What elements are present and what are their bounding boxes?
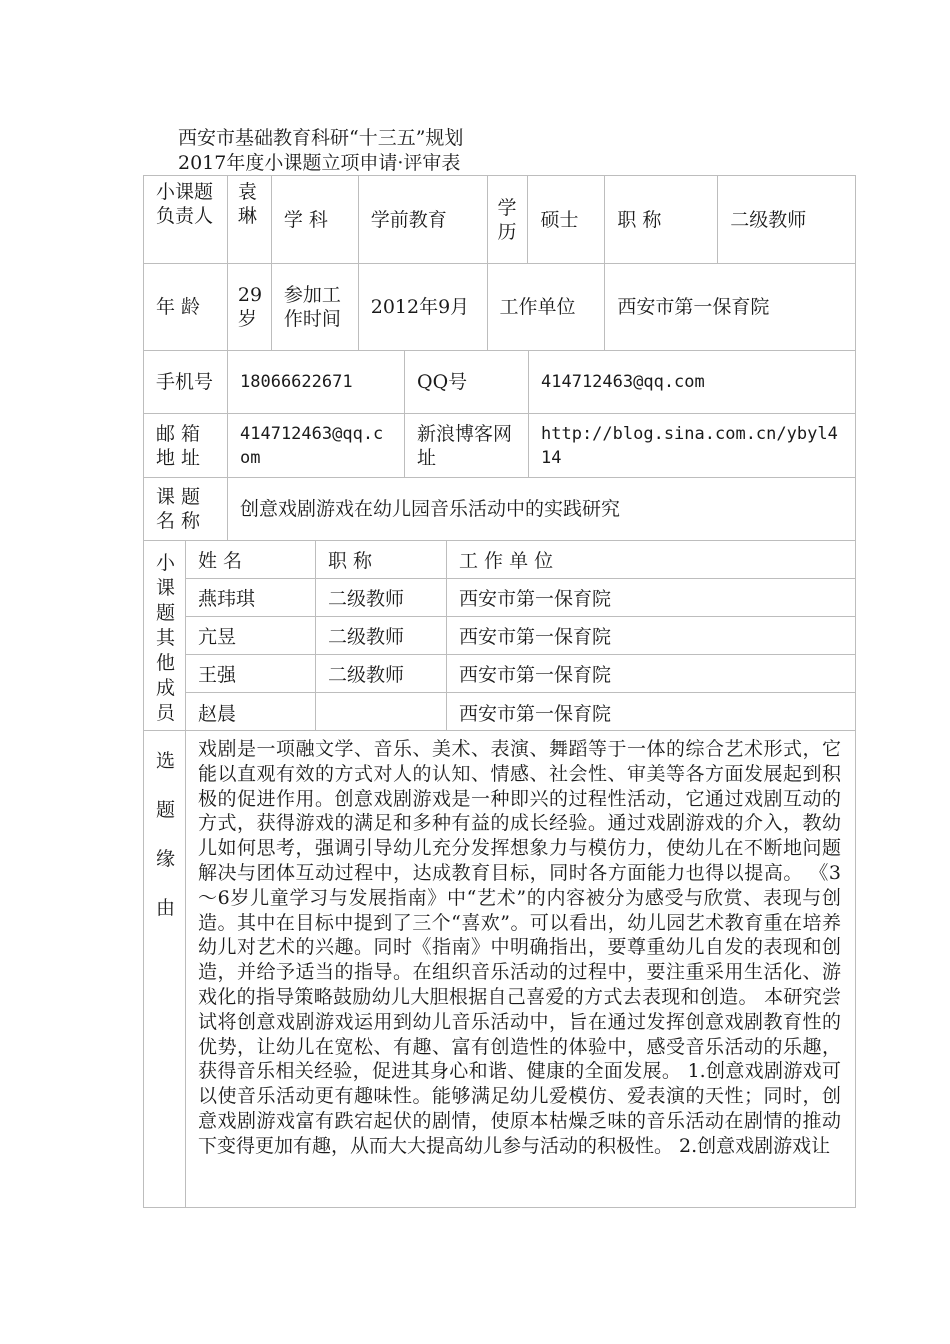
- title-value: 二级教师: [718, 176, 856, 263]
- member-name: 王强: [186, 655, 316, 692]
- topic-value: 创意戏剧游戏在幼儿园音乐活动中的实践研究: [228, 478, 856, 540]
- leader-value: 袁琳: [228, 176, 272, 263]
- reason-text: 戏剧是一项融文学、音乐、美术、表演、舞蹈等于一体的综合艺术形式，它能以直观有效的方式对人的认知、情感、社会性、审美等各方面发展起到积极的促进作用。创意戏剧游戏是一种即兴的过程性活动，它通过戏剧互动的方式，获得游戏的满足和多种有益的成长经验。通过戏剧游戏的介入，教幼儿如何思考，强调引导幼儿充分发挥想象力与模仿力，使幼儿在不断地问题解决与团体互动过程中，达成教育目标，同时各方面能力也得以提高。 《3～6岁儿童学习与发展指南》中“艺术”的内容被分为感受与欣赏、表现与创造。其中在目标中提到了三个“喜欢”。可以看出，幼儿园艺术教育重在培养幼儿对艺术的兴趣。同时《指南》中明确指出，要尊重幼儿自发的表现和创造，并给予适当的指导。在组织音乐活动的过程中，要注重采用生活化、游戏化的指导策略鼓励幼儿大胆根据自己喜爱的方式去表现和创造。 本研究尝试将创意戏剧游戏运用到幼儿音乐活动中，旨在通过发挥创意戏剧教育性的优势，让幼儿在宽松、有趣、富有创造性的体验中，感受音乐活动的乐趣，获得音乐相关经验，促进其身心和谐、健康的全面发展。 1.创意戏剧游戏可以使音乐活动更有趣味性。能够满足幼儿爱模仿、爱表演的天性；同时，创意戏剧游戏富有跌宕起伏的剧情，使原本枯燥乏味的音乐活动在剧情的推动下变得更加有趣，从而大大提高幼儿参与活动的积极性。 2.创意戏剧游戏让: [186, 731, 856, 1207]
- degree-value: 硕士: [528, 176, 605, 263]
- qq-label: QQ号: [405, 351, 529, 413]
- table-row: [186, 617, 856, 655]
- member-name: 燕玮琪: [186, 579, 316, 616]
- row-phone: [143, 350, 856, 413]
- age-value: 29岁: [228, 264, 272, 350]
- qq-value: 414712463@qq.com: [529, 351, 856, 413]
- member-unit-header: 工 作 单 位: [447, 541, 856, 578]
- email-value: 414712463@qq.com: [228, 414, 405, 477]
- member-name-header: 姓 名: [186, 541, 316, 578]
- member-name: 亢昱: [186, 617, 316, 654]
- worktime-label: 参加工作时间: [272, 264, 359, 350]
- email-label: 邮 箱 地 址: [144, 414, 228, 477]
- age-label: 年 龄: [144, 264, 228, 350]
- worktime-value: 2012年9月: [359, 264, 488, 350]
- blog-value: http://blog.sina.com.cn/ybyl414: [529, 414, 856, 477]
- document-title-line2: 2017年度小课题立项申请·评审表: [178, 152, 461, 174]
- member-unit: 西安市第一保育院: [447, 579, 856, 616]
- unit-value: 西安市第一保育院: [605, 264, 856, 350]
- reason-label: 选题缘由: [144, 731, 186, 1207]
- title-label: 职 称: [605, 176, 718, 263]
- members-label: 小课题其他成员: [144, 541, 186, 730]
- members-table: [186, 541, 856, 730]
- member-unit: 西安市第一保育院: [447, 655, 856, 692]
- table-row: [186, 579, 856, 617]
- row-topic: [143, 477, 856, 540]
- degree-label: 学历: [488, 176, 529, 263]
- blog-label: 新浪博客网址: [405, 414, 529, 477]
- members-section: [143, 540, 856, 730]
- subject-value: 学前教育: [359, 176, 488, 263]
- phone-value: 18066622671: [228, 351, 405, 413]
- member-title: 二级教师: [316, 579, 447, 616]
- row-age: [143, 263, 856, 350]
- member-name: 赵晨: [186, 693, 316, 731]
- row-email: [143, 413, 856, 477]
- member-title: 二级教师: [316, 655, 447, 692]
- table-row: [186, 655, 856, 693]
- reason-section: [143, 730, 856, 1208]
- row-leader: [143, 175, 856, 263]
- member-unit: 西安市第一保育院: [447, 693, 856, 731]
- subject-label: 学 科: [272, 176, 359, 263]
- member-unit: 西安市第一保育院: [447, 617, 856, 654]
- phone-label: 手机号: [144, 351, 228, 413]
- topic-label: 课 题 名 称: [144, 478, 228, 540]
- member-title: 二级教师: [316, 617, 447, 654]
- document-title-line1: 西安市基础教育科研“十三五”规划: [178, 127, 464, 149]
- member-title-header: 职 称: [316, 541, 447, 578]
- member-title: [316, 693, 447, 731]
- members-header-row: [186, 541, 856, 579]
- application-form-table: [143, 175, 856, 1208]
- table-row: [186, 693, 856, 731]
- leader-label: 小课题负责人: [144, 176, 228, 263]
- unit-label: 工作单位: [488, 264, 606, 350]
